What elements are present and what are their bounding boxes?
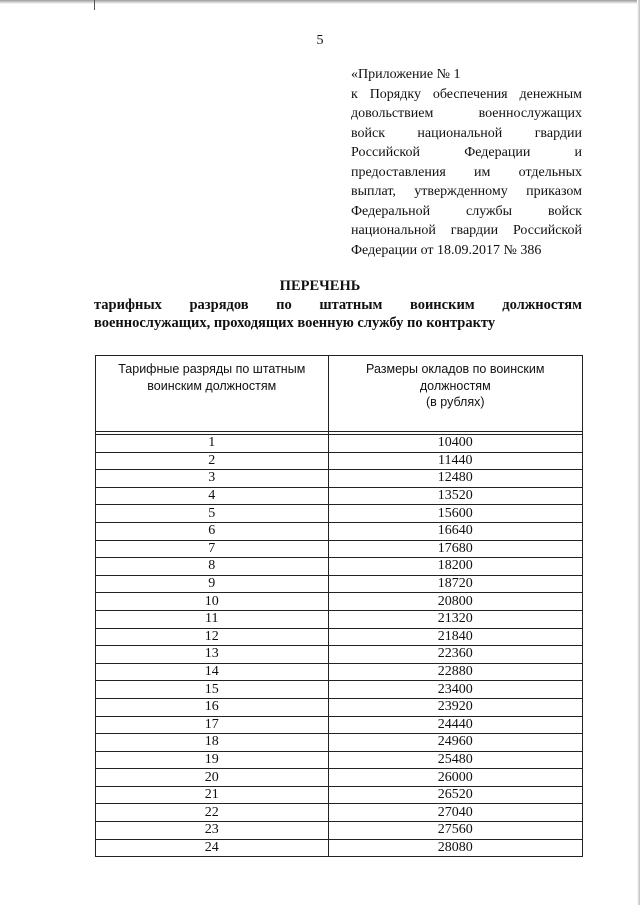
table-row (96, 698, 583, 716)
table-body (96, 435, 583, 857)
table-row (96, 769, 583, 787)
grade-cell: 13 (96, 646, 329, 664)
grade-cell: 19 (96, 751, 329, 769)
table-row (96, 734, 583, 752)
table-row (96, 558, 583, 576)
table-row (96, 628, 583, 646)
subheading-line: военнослужащих, проходящих военную службу по контракту (94, 315, 496, 331)
grade-cell: 11 (96, 610, 329, 628)
salary-cell: 26520 (328, 786, 582, 804)
salary-cell: 23400 (328, 681, 582, 699)
table-row (96, 593, 583, 611)
salary-cell: 24960 (328, 734, 582, 752)
table-header-row (96, 356, 583, 432)
table-row (96, 435, 583, 453)
salary-cell: 18200 (328, 558, 582, 576)
salary-cell: 27040 (328, 804, 582, 822)
table-row (96, 540, 583, 558)
salary-cell: 22880 (328, 663, 582, 681)
appendix-line: Российской Федерации и (351, 145, 582, 160)
page-number: 5 (316, 33, 324, 48)
salary-cell: 21840 (328, 628, 582, 646)
appendix-line: национальной гвардии Российской (351, 223, 582, 238)
table-row (96, 822, 583, 840)
grade-cell: 18 (96, 734, 329, 752)
grade-cell: 12 (96, 628, 329, 646)
grade-cell: 4 (96, 487, 329, 505)
scan-edge-top (0, 0, 640, 4)
appendix-note (351, 65, 582, 260)
table-row (96, 522, 583, 540)
salary-cell: 23920 (328, 698, 582, 716)
salary-cell: 15600 (328, 505, 582, 523)
salary-cell: 24440 (328, 716, 582, 734)
subheading-line: тарифных разрядов по штатным воинским должностям (94, 297, 582, 313)
grade-cell: 9 (96, 575, 329, 593)
grade-cell: 20 (96, 769, 329, 787)
appendix-line: к Порядку обеспечения денежным (351, 86, 582, 102)
document-heading: ПЕРЕЧЕНЬ (279, 278, 361, 294)
table-row (96, 663, 583, 681)
header-line: должностям (419, 378, 491, 393)
salary-table (95, 355, 583, 857)
grade-cell: 15 (96, 681, 329, 699)
table-row (96, 610, 583, 628)
salary-cell: 20800 (328, 593, 582, 611)
salary-cell: 17680 (328, 540, 582, 558)
table-row (96, 716, 583, 734)
grade-cell: 14 (96, 663, 329, 681)
grade-cell: 7 (96, 540, 329, 558)
table-row (96, 751, 583, 769)
table-row (96, 786, 583, 804)
table-row (96, 681, 583, 699)
grade-cell: 1 (96, 435, 329, 453)
salary-cell: 11440 (328, 452, 582, 470)
appendix-line: войск национальной гвардии (351, 125, 582, 141)
appendix-line: выплат, утвержденному приказом (351, 184, 582, 199)
appendix-line: «Приложение № 1 (351, 67, 461, 82)
salary-cell: 12480 (328, 470, 582, 488)
appendix-line: Федерации от 18.09.2017 № 386 (351, 242, 542, 258)
table-row (96, 575, 583, 593)
salary-cell: 21320 (328, 610, 582, 628)
appendix-line: предоставления им отдельных (351, 164, 582, 180)
col-salary-header (328, 356, 582, 432)
document-subheading (94, 296, 582, 332)
grade-cell: 17 (96, 716, 329, 734)
salary-cell: 16640 (328, 522, 582, 540)
table-row (96, 505, 583, 523)
grade-cell: 3 (96, 470, 329, 488)
header-line: Тарифные разряды по штатным (118, 362, 306, 376)
grade-cell: 2 (96, 452, 329, 470)
grade-cell: 22 (96, 804, 329, 822)
col-grade-header (96, 356, 329, 432)
salary-cell: 18720 (328, 575, 582, 593)
table-row (96, 487, 583, 505)
appendix-line: довольствием военнослужащих (351, 106, 582, 121)
salary-cell: 22360 (328, 646, 582, 664)
salary-cell: 28080 (328, 839, 582, 857)
grade-cell: 21 (96, 786, 329, 804)
appendix-line: Федеральной службы войск (351, 203, 582, 219)
salary-cell: 27560 (328, 822, 582, 840)
salary-cell: 25480 (328, 751, 582, 769)
grade-cell: 5 (96, 505, 329, 523)
grade-cell: 16 (96, 698, 329, 716)
salary-cell: 10400 (328, 435, 582, 453)
scan-mark (94, 0, 95, 10)
header-line: воинским должностям (147, 378, 277, 393)
grade-cell: 24 (96, 839, 329, 857)
salary-cell: 26000 (328, 769, 582, 787)
grade-cell: 23 (96, 822, 329, 840)
table-row (96, 470, 583, 488)
table-row (96, 452, 583, 470)
grade-cell: 10 (96, 593, 329, 611)
grade-cell: 6 (96, 522, 329, 540)
header-line: Размеры окладов по воинским (366, 362, 545, 376)
table-row (96, 646, 583, 664)
table-row (96, 839, 583, 857)
table-row (96, 804, 583, 822)
grade-cell: 8 (96, 558, 329, 576)
header-line: (в рублях) (425, 395, 485, 409)
salary-cell: 13520 (328, 487, 582, 505)
